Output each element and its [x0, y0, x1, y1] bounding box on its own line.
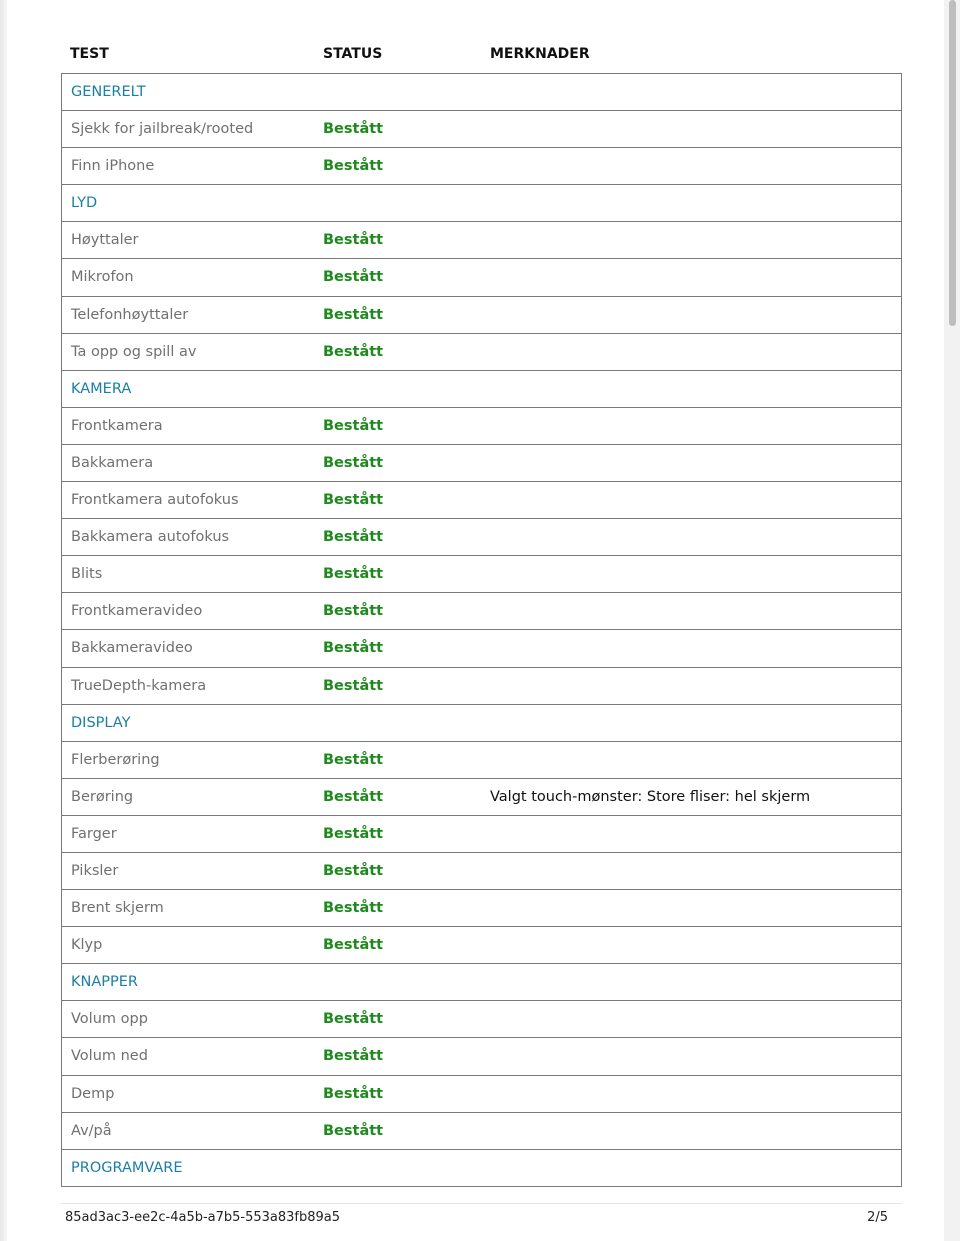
- test-name: Finn iPhone: [71, 158, 155, 175]
- test-name: Brent skjerm: [71, 900, 164, 917]
- status-badge: Bestått: [323, 1011, 384, 1028]
- test-name: Sjekk for jailbreak/rooted: [71, 121, 254, 138]
- scrollbar-thumb[interactable]: [949, 0, 956, 326]
- status-badge: Bestått: [323, 343, 384, 360]
- table-row: [62, 742, 901, 779]
- section-row: [62, 185, 901, 222]
- test-name: Demp: [71, 1085, 115, 1102]
- test-name: Volum opp: [71, 1011, 148, 1028]
- test-name: Bakkameravideo: [71, 640, 193, 657]
- status-badge: Bestått: [323, 751, 384, 768]
- section-row: [62, 371, 901, 408]
- status-badge: Bestått: [323, 900, 384, 917]
- test-name: Av/på: [71, 1122, 112, 1139]
- table-row: [62, 779, 901, 816]
- test-name: Bakkamera: [71, 454, 154, 471]
- status-badge: Bestått: [323, 677, 384, 694]
- section-row: [62, 74, 901, 111]
- test-results-table: [61, 73, 902, 1187]
- test-name: Ta opp og spill av: [71, 343, 197, 360]
- test-name: Frontkameravideo: [71, 603, 203, 620]
- section-title: KAMERA: [71, 380, 132, 397]
- header-status: STATUS: [323, 46, 383, 62]
- status-badge: Bestått: [323, 640, 384, 657]
- scrollbar-track[interactable]: [944, 0, 960, 1241]
- status-badge: Bestått: [323, 937, 384, 954]
- table-header: [61, 44, 902, 66]
- table-row: [62, 1113, 901, 1150]
- table-row: [62, 334, 901, 371]
- table-row: [62, 556, 901, 593]
- table-row: [62, 519, 901, 556]
- status-badge: Bestått: [323, 269, 384, 286]
- table-row: [62, 630, 901, 667]
- test-name: Volum ned: [71, 1048, 148, 1065]
- page-edge-left: [0, 0, 7, 1241]
- status-badge: Bestått: [323, 1048, 384, 1065]
- section-row: [62, 964, 901, 1001]
- table-row: [62, 222, 901, 259]
- table-row: [62, 297, 901, 334]
- table-row: [62, 853, 901, 890]
- test-name: Høyttaler: [71, 232, 139, 249]
- table-row: [62, 148, 901, 185]
- test-name: TrueDepth-kamera: [71, 677, 207, 694]
- test-name: Mikrofon: [71, 269, 134, 286]
- table-row: [62, 593, 901, 630]
- status-badge: Bestått: [323, 417, 384, 434]
- status-badge: Bestått: [323, 1122, 384, 1139]
- test-name: Bakkamera autofokus: [71, 529, 230, 546]
- status-badge: Bestått: [323, 788, 384, 805]
- status-badge: Bestått: [323, 566, 384, 583]
- test-name: Klyp: [71, 937, 103, 954]
- table-row: [62, 482, 901, 519]
- table-row: [62, 1038, 901, 1075]
- status-badge: Bestått: [323, 862, 384, 879]
- section-row: [62, 705, 901, 742]
- table-row: [62, 408, 901, 445]
- test-name: Berøring: [71, 788, 134, 805]
- test-name: Telefonhøyttaler: [71, 306, 189, 323]
- status-badge: Bestått: [323, 529, 384, 546]
- table-row: [62, 445, 901, 482]
- status-badge: Bestått: [323, 1085, 384, 1102]
- test-name: Farger: [71, 825, 117, 842]
- table-row: [62, 816, 901, 853]
- test-name: Piksler: [71, 862, 119, 879]
- notes-cell: Valgt touch-mønster: Store fliser: hel skjerm: [490, 788, 811, 805]
- header-notes: MERKNADER: [490, 46, 590, 62]
- status-badge: Bestått: [323, 306, 384, 323]
- table-row: [62, 111, 901, 148]
- section-title: GENERELT: [71, 84, 146, 100]
- table-row: [62, 259, 901, 296]
- test-name: Frontkamera: [71, 417, 163, 434]
- document-id: 85ad3ac3-ee2c-4a5b-a7b5-553a83fb89a5: [65, 1210, 341, 1225]
- table-row: [62, 890, 901, 927]
- status-badge: Bestått: [323, 121, 384, 138]
- test-name: Blits: [71, 566, 103, 583]
- header-test: TEST: [70, 46, 109, 62]
- table-row: [62, 1076, 901, 1113]
- status-badge: Bestått: [323, 232, 384, 249]
- section-title: LYD: [71, 195, 98, 212]
- section-title: DISPLAY: [71, 714, 131, 731]
- section-title: PROGRAMVARE: [71, 1159, 183, 1176]
- status-badge: Bestått: [323, 158, 384, 175]
- table-row: [62, 1001, 901, 1038]
- status-badge: Bestått: [323, 603, 384, 620]
- page-footer: [61, 1203, 902, 1232]
- table-row: [62, 927, 901, 964]
- section-row: [62, 1150, 901, 1187]
- status-badge: Bestått: [323, 825, 384, 842]
- test-name: Frontkamera autofokus: [71, 492, 239, 509]
- test-name: Flerberøring: [71, 751, 160, 768]
- status-badge: Bestått: [323, 454, 384, 471]
- status-badge: Bestått: [323, 492, 384, 509]
- page-number: 2/5: [867, 1210, 888, 1225]
- table-row: [62, 668, 901, 705]
- section-title: KNAPPER: [71, 974, 138, 991]
